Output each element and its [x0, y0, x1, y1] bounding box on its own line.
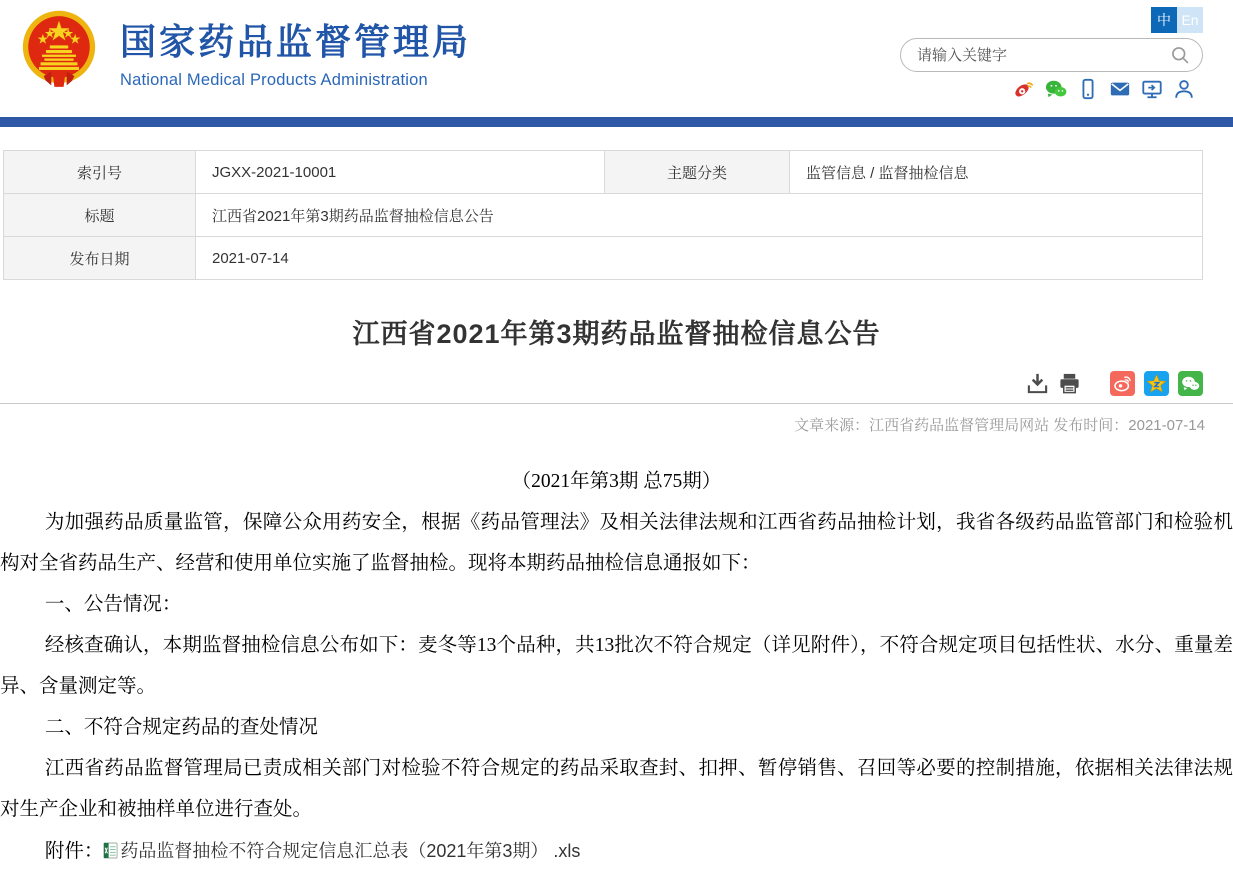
lang-en-button[interactable]: En: [1177, 7, 1203, 33]
page-title: 江西省2021年第3期药品监督抽检信息公告: [352, 319, 881, 349]
weibo-icon[interactable]: [1013, 78, 1035, 100]
search-input[interactable]: [917, 47, 1170, 64]
meta-value-index: JGXX-2021-10001: [196, 151, 605, 194]
site-logo[interactable]: [20, 8, 471, 90]
meta-value-category: 监管信息 / 监督抽检信息: [790, 151, 1203, 194]
meta-label-index: 索引号: [4, 151, 196, 194]
header-accent-bar: [0, 117, 1233, 127]
meta-value-title: 江西省2021年第3期药品监督抽检信息公告: [196, 194, 1203, 237]
site-title-en: National Medical Products Administration: [120, 71, 428, 89]
article-source-line: 文章来源：江西省药品监督管理局网站 发布时间：2021-07-14: [794, 417, 1205, 434]
body-paragraph: 经核查确认，本期监督抽检信息公布如下：麦冬等13个品种，共13批次不符合规定（详见附件），不符合规定项目包括性状、水分、重量差异、含量测定等。: [0, 635, 1233, 697]
article-toolbar: [0, 371, 1203, 396]
body-paragraph: 为加强药品质量监管，保障公众用药安全，根据《药品管理法》及相关法律法规和江西省药品抽检计划，我省各级药品监管部门和检验机构对全省药品生产、经营和使用单位实施了监督抽检。现将本期药品抽检信息通报如下：: [0, 512, 1233, 574]
monitor-icon[interactable]: [1141, 78, 1163, 100]
search-icon[interactable]: [1170, 45, 1190, 65]
share-wechat-icon[interactable]: [1178, 371, 1203, 396]
share-weibo-icon[interactable]: [1110, 371, 1135, 396]
site-header: [0, 0, 1233, 117]
excel-file-icon: [103, 842, 118, 859]
issue-number-line: （2021年第3期 总75期）: [511, 471, 722, 492]
body-paragraph: 江西省药品监督管理局已责成相关部门对检验不符合规定的药品采取查封、扣押、暂停销售、召回等必要的控制措施，依据相关法律法规对生产企业和被抽样单位进行查处。: [0, 758, 1233, 820]
table-row: [4, 194, 1203, 237]
user-icon[interactable]: [1173, 78, 1195, 100]
attachment-line: [0, 831, 1233, 872]
meta-label-pubdate: 发布日期: [4, 237, 196, 280]
document-meta-table: [3, 150, 1203, 280]
share-qzone-icon[interactable]: [1144, 371, 1169, 396]
wechat-icon[interactable]: [1045, 78, 1067, 100]
header-social-row: [1013, 78, 1195, 100]
print-icon[interactable]: [1058, 372, 1081, 395]
search-box[interactable]: [900, 38, 1203, 72]
national-emblem-icon: [20, 10, 98, 90]
section-heading-2: 二、不符合规定药品的查处情况: [44, 717, 318, 738]
toolbar-divider: [0, 403, 1233, 404]
table-row: [4, 151, 1203, 194]
table-row: [4, 237, 1203, 280]
attachment-link[interactable]: 药品监督抽检不符合规定信息汇总表（2021年第3期） .xls: [120, 841, 581, 861]
download-icon[interactable]: [1026, 372, 1049, 395]
meta-label-title: 标题: [4, 194, 196, 237]
mail-icon[interactable]: [1109, 78, 1131, 100]
lang-cn-button[interactable]: 中: [1151, 7, 1177, 33]
site-title-cn: 国家药品监督管理局: [120, 21, 472, 62]
meta-value-pubdate: 2021-07-14: [196, 237, 1203, 280]
attachment-label: 附件：: [44, 841, 104, 862]
section-heading-1: 一、公告情况：: [44, 594, 182, 615]
mobile-icon[interactable]: [1077, 78, 1099, 100]
language-switch: [1151, 7, 1203, 33]
meta-label-category: 主题分类: [605, 151, 790, 194]
article-body: [0, 461, 1233, 872]
